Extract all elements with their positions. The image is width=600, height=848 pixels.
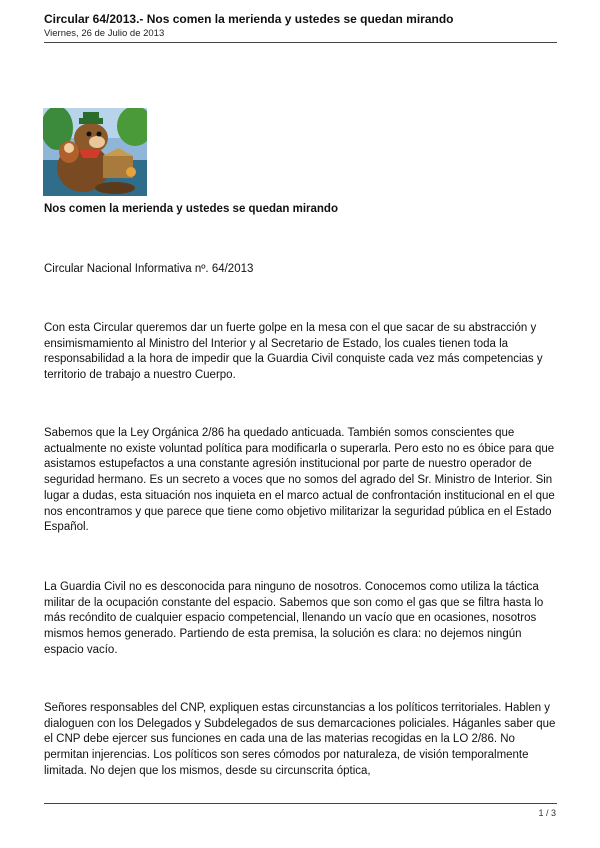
page-number: 1 / 3 [538,808,556,818]
article-title: Nos comen la merienda y ustedes se quedan mirando [44,203,338,215]
paragraph-4: Señores responsables del CNP, expliquen estas circunstancias a los políticos territoriales. Hablen y dialoguen con los Delegados y Subdelegados de sus demarcaciones policiales. Háganles saber que el CNP debe ejercer sus funciones en cada una de las materias recogidas en la LO 2/86. No permitan injerencias. Los políticos son seres cómodos por naturaleza, de visión temporalmente limitada. No dejen que los mismos, desde su circunscrita óptica, [44,702,556,777]
header-title: Circular 64/2013.- Nos comen la merienda y ustedes se quedan mirando [44,12,454,26]
paragraph-3: La Guardia Civil no es desconocida para ninguno de nosotros. Conocemos como utiliza la táctica militar de la ocupación constante del espacio. Sabemos que son como el gas que se filtra hasta lo más recóndito de cualquier espacio competencial, llenando un vacío que en ocasiones, nosotros mismos hemos generado. Partiendo de esta premisa, la solución es clara: no dejemos ningún espacio vacío. [44,581,544,656]
footer-divider [44,803,557,804]
page-header [44,12,557,40]
cartoon-bears-image [43,108,147,196]
circular-reference: Circular Nacional Informativa nº. 64/2013 [44,263,254,275]
article-illustration [43,108,147,196]
paragraph-1: Con esta Circular queremos dar un fuerte golpe en la mesa con el que sacar de su abstracción y ensimismamiento al Ministro del Interior y al Secretario de Estado, los cuales tienen toda la responsabilidad a la hora de impedir que la Guardia Civil conquiste cada vez más competencias y territorio de trabajo a nuestro Cuerpo. [44,322,543,382]
header-divider [44,42,557,43]
header-date: Viernes, 26 de Julio de 2013 [44,28,165,39]
paragraph-2: Sabemos que la Ley Orgánica 2/86 ha quedado anticuada. También somos conscientes que actualmente no existe voluntad política para modificarla o superarla. Pero esto no es óbice para que asistamos estupefactos a una constante agresión institucional por parte de nuestro operador de seguridad hermano. Es un secreto a voces que no somos del agrado del Sr. Ministro de Interior. Sin lugar a dudas, esta situación nos inquieta en el marco actual de confrontación institucional en el que nos encontramos y que parece que tiene como objetivo militarizar la seguridad pública en el Estado Español. [44,427,555,534]
